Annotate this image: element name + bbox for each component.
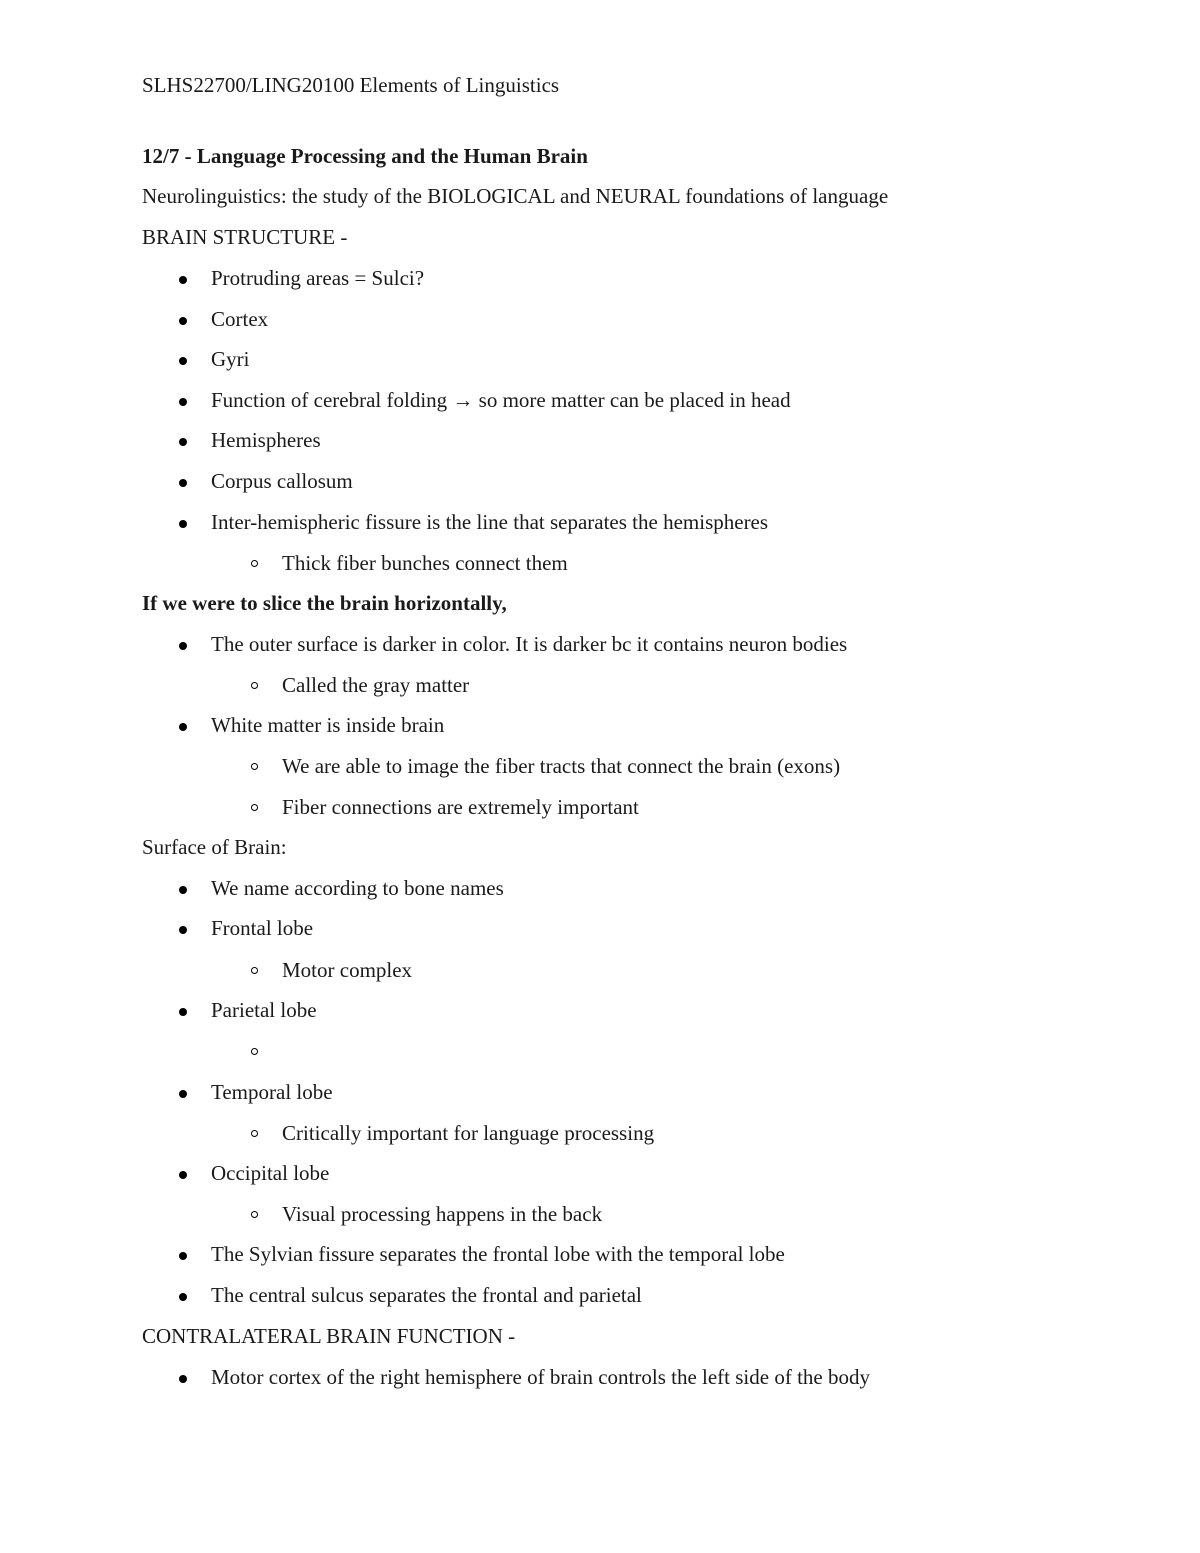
bullet-icon: [179, 1008, 187, 1016]
document-header: SLHS22700/LING20100 Elements of Linguistics: [142, 73, 560, 97]
definition-text: Neurolinguistics: the study of the BIOLOGICAL and NEURAL foundations of language: [142, 184, 889, 208]
bullet-icon: [179, 438, 187, 446]
list-item: Hemispheres: [211, 428, 321, 452]
surface-heading: Surface of Brain:: [142, 835, 287, 859]
list-item: Gyri: [211, 347, 250, 371]
list-item: Parietal lobe: [211, 998, 317, 1022]
bullet-icon: [179, 1090, 187, 1098]
sub-bullet-icon: [251, 560, 258, 567]
bullet-icon: [179, 1171, 187, 1179]
list-item: The central sulcus separates the frontal and parietal: [211, 1283, 642, 1307]
bullet-icon: [179, 886, 187, 894]
bullet-icon: [179, 723, 187, 731]
bullet-icon: [179, 926, 187, 934]
sub-list-item: Critically important for language processing: [282, 1121, 655, 1145]
list-item: Protruding areas = Sulci?: [211, 266, 425, 290]
bullet-icon: [179, 398, 187, 406]
sub-bullet-icon: [251, 967, 258, 974]
list-item: Cortex: [211, 307, 269, 331]
brain-structure-heading: BRAIN STRUCTURE -: [142, 225, 348, 249]
slice-heading: If we were to slice the brain horizontally,: [142, 591, 507, 615]
section-title: 12/7 - Language Processing and the Human Brain: [142, 144, 588, 168]
list-item: The outer surface is darker in color. It is darker bc it contains neuron bodies: [211, 632, 848, 656]
bullet-icon: [179, 317, 187, 325]
list-item: Inter-hemispheric fissure is the line that separates the hemispheres: [211, 510, 769, 534]
contralateral-heading: CONTRALATERAL BRAIN FUNCTION -: [142, 1324, 516, 1348]
bullet-icon: [179, 1252, 187, 1260]
bullet-icon: [179, 1293, 187, 1301]
sub-bullet-icon: [251, 682, 258, 689]
sub-bullet-icon: [251, 1048, 258, 1055]
bullet-icon: [179, 479, 187, 487]
bullet-icon: [179, 357, 187, 365]
list-item: Function of cerebral folding → so more matter can be placed in head: [211, 388, 791, 412]
sub-bullet-icon: [251, 763, 258, 770]
list-item: Frontal lobe: [211, 916, 314, 940]
bullet-icon: [179, 276, 187, 284]
bullet-icon: [179, 520, 187, 528]
sub-list-item: Motor complex: [282, 958, 413, 982]
list-item: Temporal lobe: [211, 1080, 333, 1104]
list-item: Occipital lobe: [211, 1161, 330, 1185]
list-item: We name according to bone names: [211, 876, 504, 900]
sub-list-item: We are able to image the fiber tracts that connect the brain (exons): [282, 754, 841, 778]
sub-list-item: Thick fiber bunches connect them: [282, 551, 568, 575]
sub-bullet-icon: [251, 1211, 258, 1218]
bullet-icon: [179, 1375, 187, 1383]
list-item: Motor cortex of the right hemisphere of brain controls the left side of the body: [211, 1365, 870, 1389]
bullet-icon: [179, 642, 187, 650]
sub-bullet-icon: [251, 1130, 258, 1137]
sub-list-item: Fiber connections are extremely important: [282, 795, 639, 819]
sub-bullet-icon: [251, 804, 258, 811]
sub-list-item: Visual processing happens in the back: [282, 1202, 603, 1226]
sub-list-item: Called the gray matter: [282, 673, 470, 697]
list-item: White matter is inside brain: [211, 713, 445, 737]
list-item: The Sylvian fissure separates the frontal lobe with the temporal lobe: [211, 1242, 785, 1266]
list-item: Corpus callosum: [211, 469, 353, 493]
